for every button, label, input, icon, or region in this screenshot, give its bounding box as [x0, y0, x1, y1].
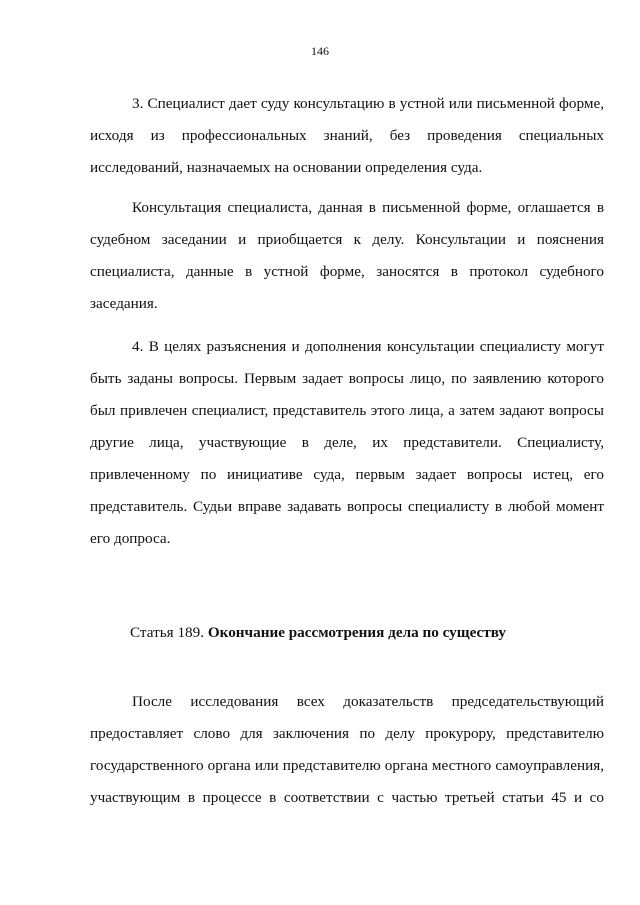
- text-line: другие лица, участвующие в деле, их представители. Специалисту,: [90, 434, 604, 451]
- text-line: был привлечен специалист, представитель этого лица, а затем задают вопросы: [90, 402, 604, 419]
- paragraph-questions-to-specialist: [90, 331, 604, 555]
- text-line: судебном заседании и приобщается к делу. Консультации и пояснения: [90, 231, 604, 248]
- text-line: участвующим в процессе в соответствии с частью третьей статьи 45 и со: [90, 789, 604, 806]
- page-number: 146: [311, 44, 329, 58]
- article-prefix: Статья 189.: [130, 624, 208, 641]
- text-line: его допроса.: [90, 530, 171, 547]
- text-line: быть заданы вопросы. Первым задает вопросы лицо, по заявлению которого: [90, 370, 604, 387]
- text-line: исходя из профессиональных знаний, без проведения специальных: [90, 127, 604, 144]
- article-title: Окончание рассмотрения дела по существу: [207, 624, 506, 641]
- text-line: предоставляет слово для заключения по делу прокурору, представителю: [90, 725, 604, 742]
- text-line: 4. В целях разъяснения и дополнения консультации специалисту могут: [132, 338, 604, 355]
- text-line: 3. Специалист дает суду консультацию в устной или письменной форме,: [132, 95, 604, 112]
- paragraph-specialist-consultation: [90, 88, 604, 184]
- text-line: привлеченному по инициативе суда, первым задает вопросы истец, его: [90, 466, 604, 483]
- paragraph-written-consultation: [90, 192, 604, 320]
- article-heading: [130, 617, 506, 649]
- text-line: заседания.: [90, 295, 158, 312]
- text-line: государственного органа или представителю органа местного самоуправления,: [90, 757, 604, 774]
- text-line: После исследования всех доказательств председательствующий: [132, 693, 604, 710]
- text-line: представитель. Судьи вправе задавать вопросы специалисту в любой момент: [90, 498, 604, 515]
- text-line: исследований, назначаемых на основании определения суда.: [90, 159, 483, 176]
- paragraph-end-of-examination: [90, 686, 604, 814]
- text-line: Консультация специалиста, данная в письменной форме, оглашается в: [132, 199, 604, 216]
- text-line: специалиста, данные в устной форме, заносятся в протокол судебного: [90, 263, 604, 280]
